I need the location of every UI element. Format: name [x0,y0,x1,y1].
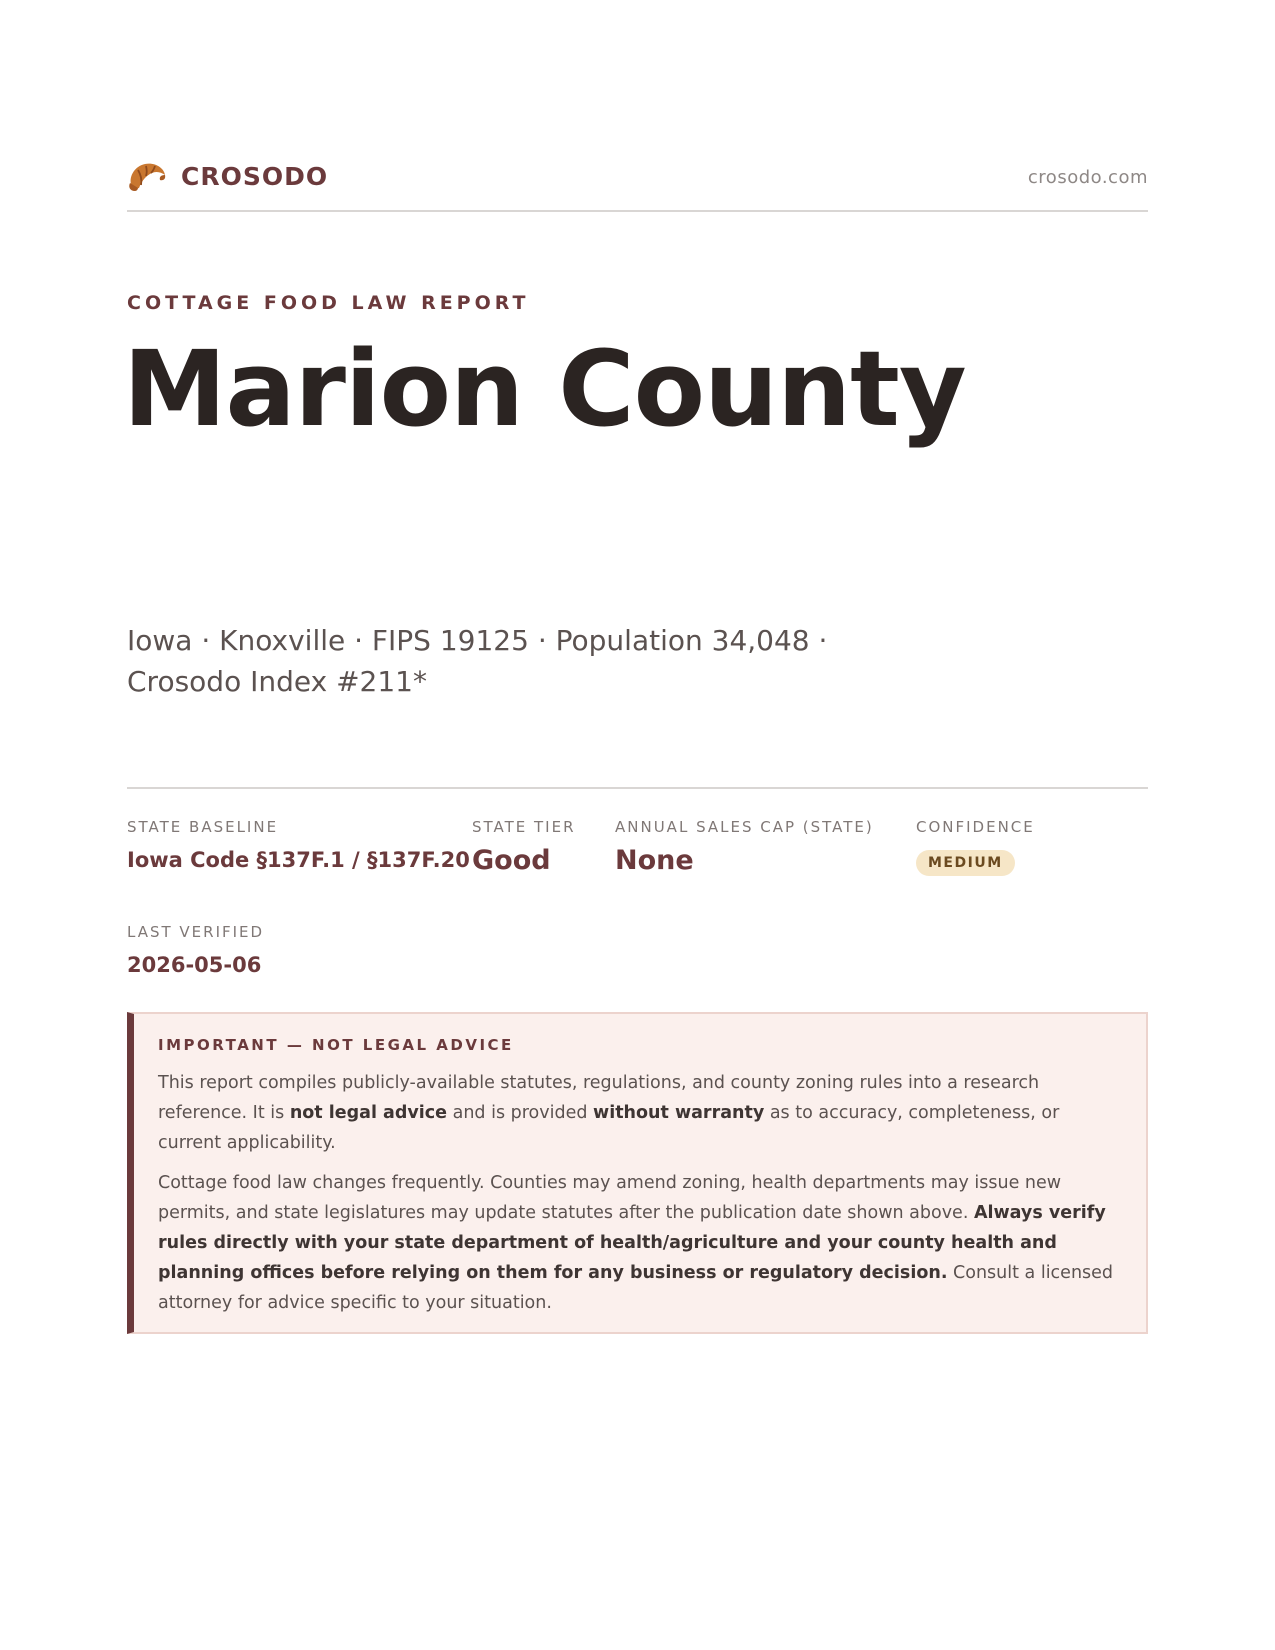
report-page [123,0,1148,1650]
stat-state-tier [472,818,576,876]
notice-text: and is provided [447,1103,594,1123]
notice-text: as to accuracy, completeness, or current applicability. [158,1103,1060,1153]
stat-label: ANNUAL SALES CAP (STATE) [615,818,874,836]
stat-confidence [916,818,1035,876]
brand-name: CROSODO [181,161,329,191]
stat-value: Good [472,845,551,876]
stat-value: 2026-05-06 [127,953,262,977]
notice-text: Cottage food law changes frequently. Counties may amend zoning, health departments may issue new permits, and state legislatures may update statutes after the publication date shown above. [158,1173,1062,1223]
notice-text: This report compiles publicly-available statutes, regulations, and county zoning rules into a research reference. It is [158,1073,1040,1123]
stat-last-verified [127,923,264,977]
notice-text: Consult a licensed attorney for advice specific to your situation. [158,1263,1114,1313]
stat-value: None [615,845,694,876]
brand [127,158,328,194]
stat-value: Iowa Code §137F.1 / §137F.20 [127,848,470,872]
page-header [127,158,1148,212]
stat-label: STATE BASELINE [127,818,279,836]
notice-paragraph [158,1068,1124,1158]
stat-label: STATE TIER [472,818,576,836]
stat-sales-cap [615,818,874,876]
stat-label: CONFIDENCE [916,818,1035,836]
page-title: Marion County [123,328,966,450]
report-eyebrow: COTTAGE FOOD LAW REPORT [127,292,530,314]
county-meta-line: Iowa · Knoxville · FIPS 19125 · Population 34,048 · Crosodo Index #211* [127,624,828,698]
stat-state-baseline [127,818,470,872]
notice-emphasis: not legal advice [289,1103,448,1123]
notice-paragraph [158,1168,1124,1318]
stats-divider [127,787,1148,789]
notice-emphasis: without warranty [593,1103,765,1123]
confidence-badge: MEDIUM [916,850,1015,876]
legal-notice [127,1012,1148,1334]
croissant-icon [127,158,167,194]
stat-label: LAST VERIFIED [127,923,265,941]
notice-emphasis: Always verify rules directly with your state department of health/agriculture and your county health and planning offices before relying on them for any business or regulatory decision. [158,1203,1106,1283]
notice-title: IMPORTANT — NOT LEGAL ADVICE [158,1036,514,1054]
site-url[interactable]: crosodo.com [1027,167,1148,188]
